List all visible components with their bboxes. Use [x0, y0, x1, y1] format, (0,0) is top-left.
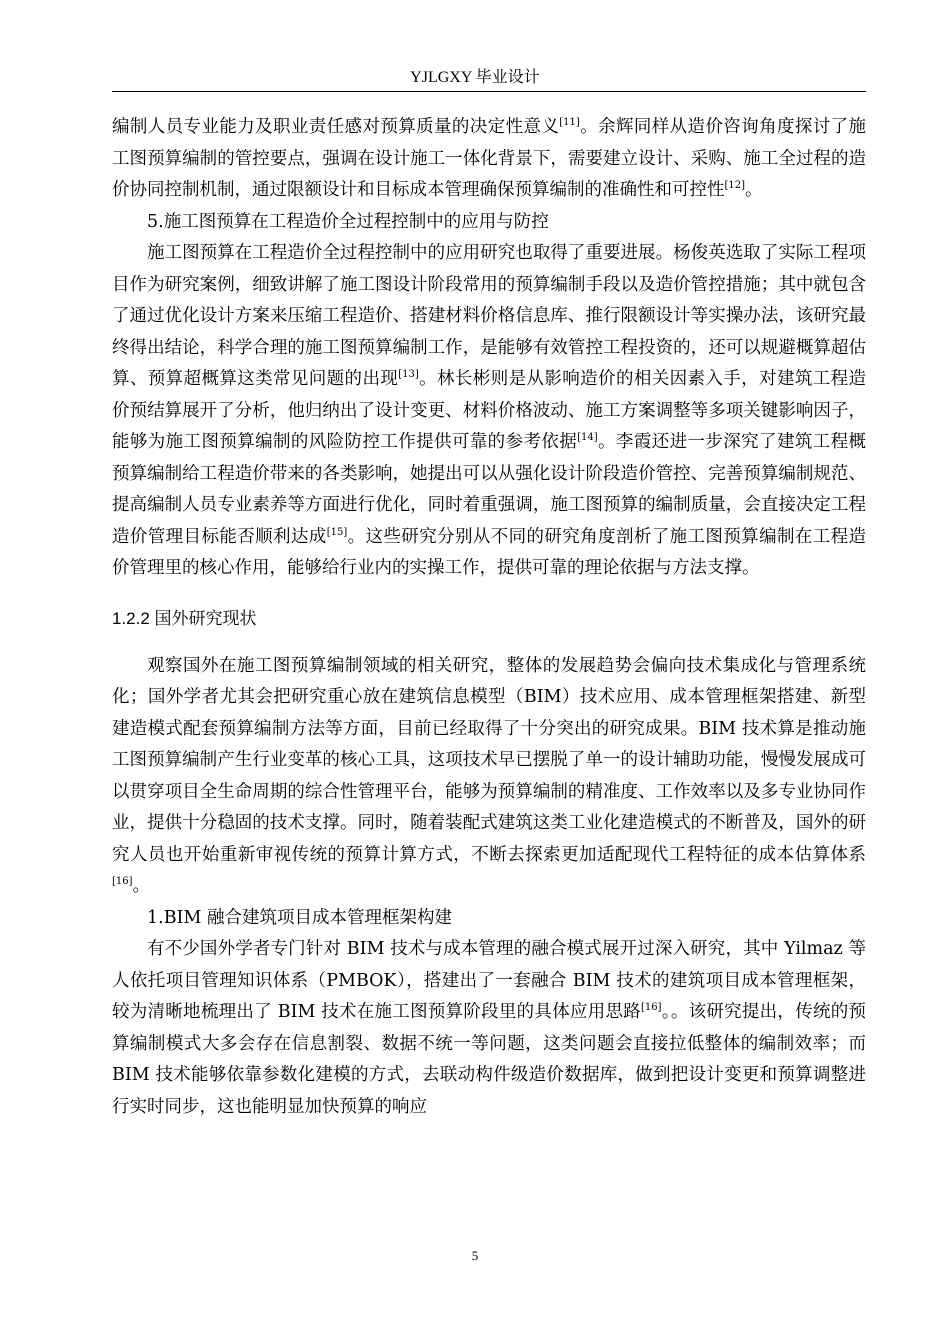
paragraph-text: 。。该研究提出，传统的预算编制模式大多会存在信息割裂、数据不统一等问题，这类问题会直接拉低整体的编制效率；而 BIM 技术能够依靠参数化建模的方式，去联动构件级造价数据库，做到把设计变更和预算调整进行实时同步，这也能明显加快预算的响应: [112, 1002, 866, 1117]
citation: [16]: [641, 1002, 662, 1014]
citation: [11]: [559, 117, 580, 129]
subsection-title: 5.施工图预算在工程造价全过程控制中的应用与防控: [147, 211, 549, 232]
paragraph: [112, 112, 866, 207]
header-divider: [112, 91, 866, 92]
citation: [13]: [398, 369, 419, 381]
subsection-title: 1.BIM 融合建筑项目成本管理框架构建: [147, 907, 452, 928]
citation: [16]: [112, 876, 133, 888]
paragraph-text: 。: [132, 876, 151, 896]
paragraph-text: 。余辉同样从造价咨询角度探讨了施工图预算编制的管控要点，强调在设计施工一体化背景下，需要建立设计、采购、施工全过程的造价协同控制机制，通过限额设计和目标成本管理确保预算编制的准确性和可控性: [112, 117, 867, 200]
page-number: 5: [471, 1248, 479, 1263]
paragraph-text: 施工图预算在工程造价全过程控制中的应用研究也取得了重要进展。杨俊英选取了实际工程项目作为研究案例，细致讲解了施工图设计阶段常用的预算编制手段以及造价管控措施；其中就包含了通过优化设计方案来压缩工程造价、搭建材料价格信息库、推行限额设计等实操办法，该研究最终得出结论，科学合理的施工图预算编制工作，是能够有效管控工程投资的，还可以规避概算超估算、预算超概算这类常见问题的出现: [112, 243, 866, 389]
citation: [14]: [577, 432, 598, 444]
paragraph-text: 。林长彬则是从影响造价的相关因素入手，对建筑工程造价预结算展开了分析，他归纳出了设计变更、材料价格波动、施工方案调整等多项关键影响因子，能够为施工图预算编制的风险防控工作提供可靠的参考依据: [112, 369, 867, 452]
page-header: YJLGXY 毕业设计: [410, 69, 540, 86]
paragraph: [112, 651, 866, 903]
section-heading: 1.2.2 国外研究现状: [112, 608, 257, 628]
paragraph: [112, 238, 866, 585]
citation: [15]: [326, 526, 348, 538]
paragraph-text: 。李霞还进一步深究了建筑工程概预算编制给工程造价带来的各类影响，她提出可以从强化设计阶段造价管控、完善预算编制规范、提高编制人员专业素养等方面进行优化，同时着重强调，施工图预算的编制质量，会直接决定工程造价管理目标能否顺利达成: [112, 432, 866, 547]
paragraph-text: 观察国外在施工图预算编制领域的相关研究，整体的发展趋势会偏向技术集成化与管理系统化；国外学者尤其会把研究重心放在建筑信息模型（BIM）技术应用、成本管理框架搭建、新型建造模式配套预算编制方法等方面，目前已经取得了十分突出的研究成果。BIM 技术算是推动施工图预算编制产生行业变革的核心工具，这项技术早已摆脱了单一的设计辅助功能，慢慢发展成可以贯穿项目全生命周期的综合性管理平台，能够为预算编制的精准度、工作效率以及多专业协同作业，提供十分稳固的技术支撑。同时，随着装配式建筑这类工业化建造模式的不断普及，国外的研究人员也开始重新审视传统的预算计算方式，不断去探索更加适配现代工程特征的成本估算体系: [112, 655, 866, 865]
paragraph: [112, 934, 866, 1123]
document-body: [112, 112, 866, 1123]
paragraph-text: 有不少国外学者专门针对 BIM 技术与成本管理的融合模式展开过深入研究，其中 Yilmaz 等人依托项目管理知识体系（PMBOK），搭建出了一套融合 BIM 技术的建筑项目成本管理框架，较为清晰地梳理出了 BIM 技术在施工图预算阶段里的具体应用思路: [112, 939, 866, 1022]
citation: [12]: [724, 180, 746, 192]
paragraph-text: 。: [745, 180, 763, 200]
paragraph-text: 编制人员专业能力及职业责任感对预算质量的决定性意义: [112, 117, 560, 137]
paragraph-text: 。这些研究分别从不同的研究角度剖析了施工图预算编制在工程造价管理里的核心作用，能够给行业内的实操工作，提供可靠的理论依据与方法支撑。: [112, 526, 867, 578]
